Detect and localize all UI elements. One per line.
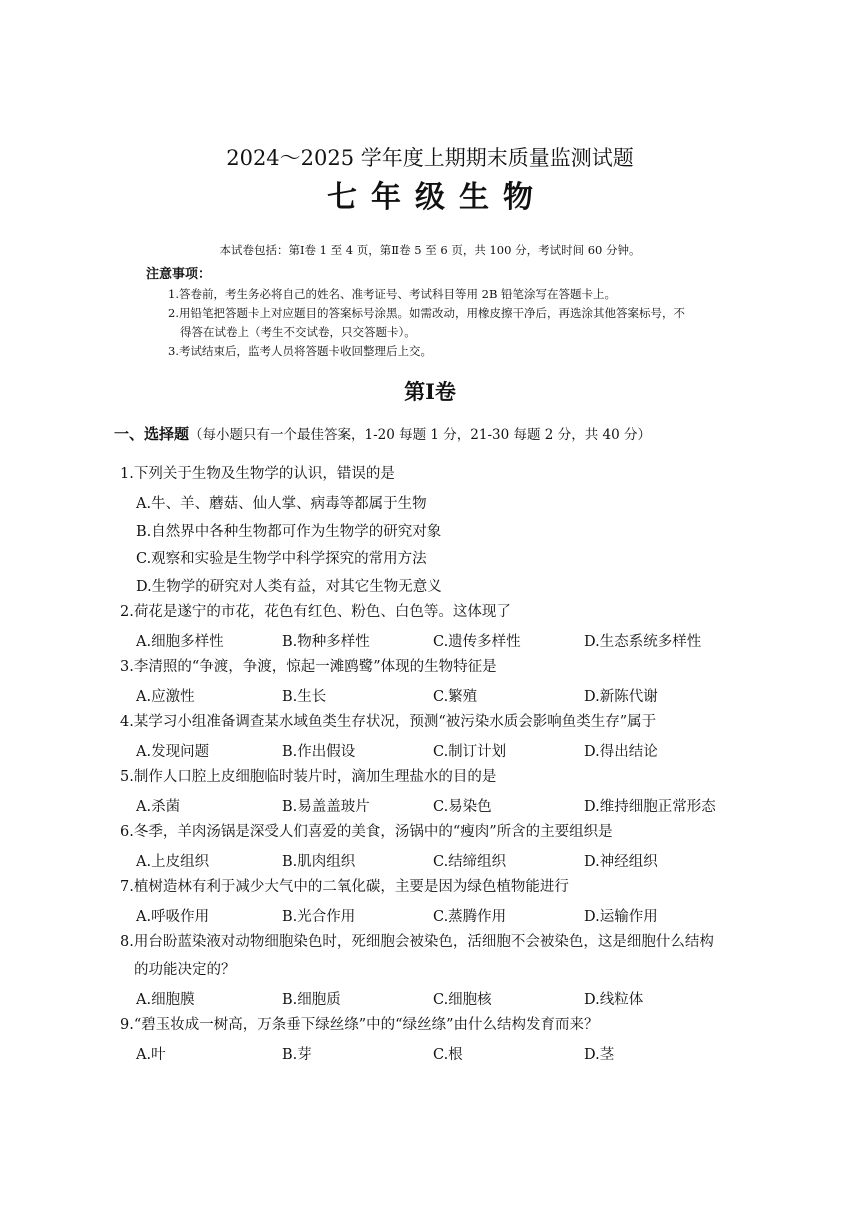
question-option: D.运输作用 (584, 909, 658, 925)
question-option: C.结缔组织 (433, 854, 507, 870)
question-option: C.观察和实验是生物学中科学探究的常用方法 (136, 551, 427, 567)
question-option: D.生物学的研究对人类有益，对其它生物无意义 (136, 579, 442, 595)
question-option: B.细胞质 (282, 992, 341, 1008)
question-option: A.牛、羊、蘑菇、仙人掌、病毒等都属于生物 (136, 496, 427, 512)
subject-title: 七年级生物 (327, 180, 547, 215)
section-title: 一、选择题 (114, 425, 190, 443)
question-option: C.制订计划 (433, 744, 507, 760)
question-option: C.繁殖 (433, 689, 478, 705)
question-stem: 4.某学习小组准备调查某水域鱼类生存状况，预测“被污染水质会影响鱼类生存”属于 (120, 714, 657, 730)
question-option: A.杀菌 (136, 799, 181, 815)
exam-title: 2024～2025 学年度上期期末质量监测试题 (226, 146, 634, 170)
question-option: C.易染色 (433, 799, 492, 815)
question-option: A.呼吸作用 (136, 909, 210, 925)
question-option: D.维持细胞正常形态 (584, 799, 716, 815)
question-option: C.细胞核 (433, 992, 492, 1008)
question-option: D.新陈代谢 (584, 689, 658, 705)
question-stem: 9.“碧玉妆成一树高，万条垂下绿丝绦”中的“绿丝绦”由什么结构发育而来？ (120, 1017, 599, 1033)
section-rule: （每小题只有一个最佳答案，1-20 每题 1 分，21-30 每题 2 分，共 40 分） (189, 427, 651, 443)
question-option: A.上皮组织 (136, 854, 210, 870)
section-heading (114, 423, 651, 444)
question-option: B.光合作用 (282, 909, 356, 925)
question-option: B.作出假设 (282, 744, 356, 760)
notice-item: 2.用铅笔把答题卡上对应题目的答案标号涂黑。如需改动，用橡皮擦干净后，再选涂其他答案标号，不 (168, 306, 685, 320)
question-stem: 6.冬季，羊肉汤锅是深受人们喜爱的美食，汤锅中的“瘦肉”所含的主要组织是 (120, 824, 613, 840)
question-option: C.遗传多样性 (433, 634, 521, 650)
question-stem-continued: 的功能决定的？ (134, 962, 236, 978)
exam-info: 本试卷包括：第Ⅰ卷 1 至 4 页，第Ⅱ卷 5 至 6 页，共 100 分，考试时间 60 分钟。 (219, 243, 641, 257)
question-option: A.发现问题 (136, 744, 210, 760)
notice-item: 1.答卷前，考生务必将自己的姓名、准考证号、考试科目等用 2B 铅笔涂写在答题卡上。 (168, 287, 617, 301)
question-option: D.生态系统多样性 (584, 634, 702, 650)
question-option: B.肌肉组织 (282, 854, 356, 870)
question-stem: 3.李清照的“争渡，争渡，惊起一滩鸥鹭”体现的生物特征是 (120, 659, 497, 675)
question-option: B.物种多样性 (282, 634, 370, 650)
question-option: A.细胞膜 (136, 992, 195, 1008)
question-option: A.应激性 (136, 689, 195, 705)
notice-heading: 注意事项： (146, 267, 212, 282)
question-option: D.得出结论 (584, 744, 658, 760)
question-option: B.易盖盖玻片 (282, 799, 370, 815)
question-option: B.芽 (282, 1047, 312, 1063)
question-option: D.茎 (584, 1047, 615, 1063)
question-option: D.线粒体 (584, 992, 644, 1008)
notice-item: 3.考试结束后，监考人员将答题卡收回整理后上交。 (168, 344, 432, 358)
question-stem: 8.用台盼蓝染液对动物细胞染色时，死细胞会被染色，活细胞不会被染色，这是细胞什么结构 (120, 934, 714, 950)
question-option: A.叶 (136, 1047, 166, 1063)
question-stem: 2.荷花是遂宁的市花，花色有红色、粉色、白色等。这体现了 (120, 604, 511, 620)
question-option: A.细胞多样性 (136, 634, 224, 650)
question-option: B.生长 (282, 689, 327, 705)
notice-item: 得答在试卷上（考生不交试卷，只交答题卡）。 (180, 325, 416, 339)
question-option: C.根 (433, 1047, 463, 1063)
question-option: D.神经组织 (584, 854, 658, 870)
question-stem: 1.下列关于生物及生物学的认识，错误的是 (120, 466, 395, 482)
question-option: C.蒸腾作用 (433, 909, 507, 925)
part-title: 第Ⅰ卷 (404, 379, 456, 404)
question-option: B.自然界中各种生物都可作为生物学的研究对象 (136, 524, 442, 540)
question-stem: 7.植树造林有利于减少大气中的二氧化碳，主要是因为绿色植物能进行 (120, 879, 569, 895)
question-stem: 5.制作人口腔上皮细胞临时装片时，滴加生理盐水的目的是 (120, 769, 497, 785)
